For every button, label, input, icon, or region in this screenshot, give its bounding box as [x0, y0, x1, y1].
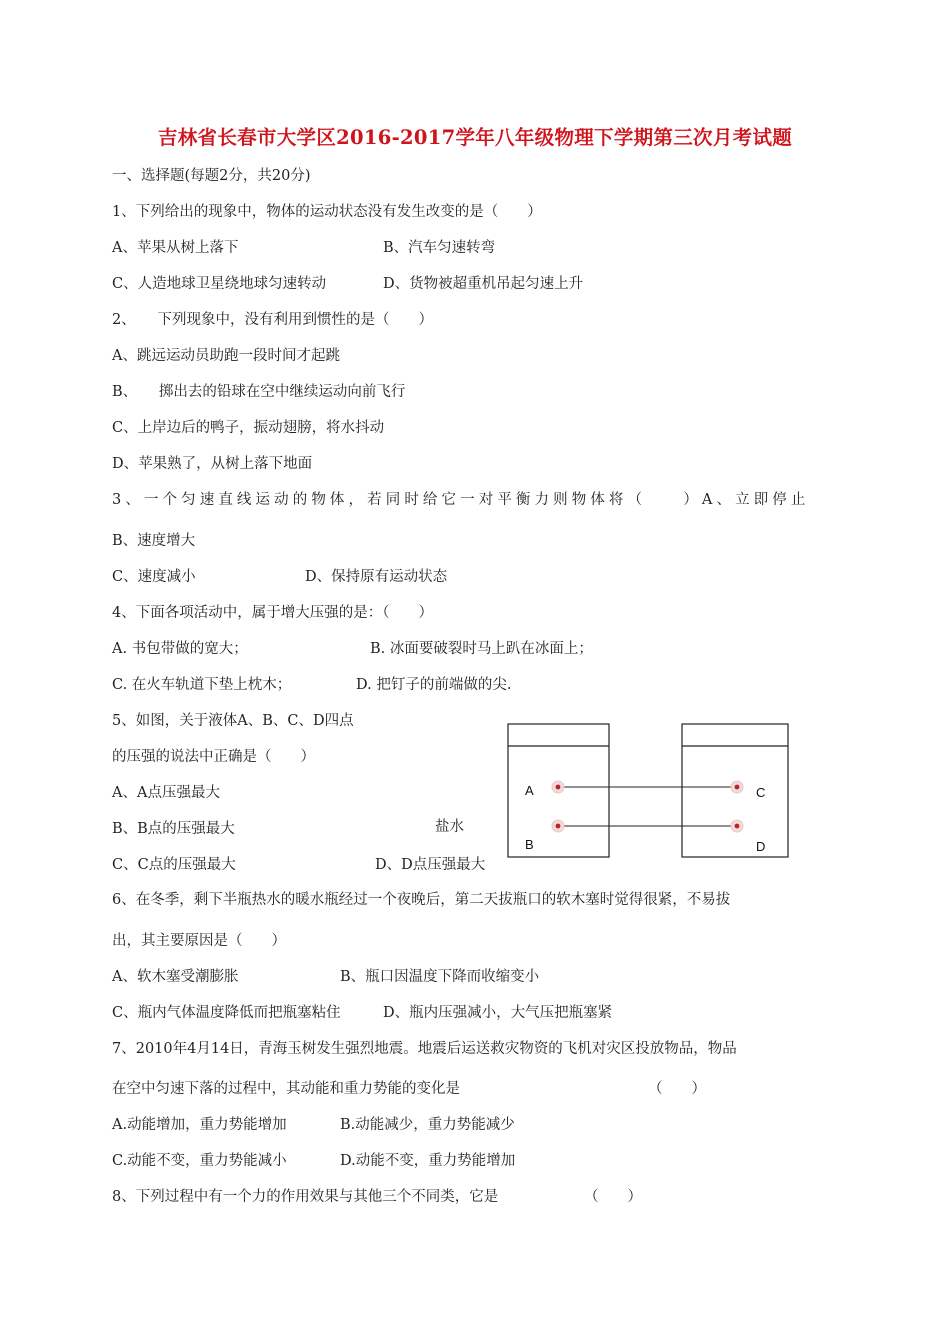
q6-stem-line2: 出，其主要原因是（ ） [112, 933, 286, 949]
q7-option-a: A.动能增加，重力势能增加 [112, 1117, 287, 1133]
q2-option-d: D、苹果熟了，从树上落下地面 [112, 456, 313, 472]
q1-option-a: A、苹果从树上落下 [112, 240, 239, 256]
q4-option-a: A. 书包带做的宽大； [112, 641, 248, 657]
q4-option-d: D. 把钉子的前端做的尖. [356, 677, 512, 693]
q2-stem: 2、 下列现象中，没有利用到惯性的是（ ） [112, 312, 433, 328]
q7-option-b: B.动能减少，重力势能减少 [340, 1117, 515, 1133]
q4-stem: 4、下面各项活动中，属于增大压强的是：（ ） [112, 605, 433, 621]
container-diagram [500, 718, 800, 868]
q1-stem: 1、下列给出的现象中，物体的运动状态没有发生改变的是（ ） [112, 204, 542, 220]
q8-answer-paren: （ ） [584, 1189, 642, 1205]
q6-stem-line1: 6、在冬季，剩下半瓶热水的暖水瓶经过一个夜晚后，第二天拔瓶口的软木塞时觉得很紧，不易拔 [112, 892, 731, 908]
q4-option-c: C. 在火车轨道下垫上枕木； [112, 677, 292, 693]
label-d: D [756, 839, 766, 854]
q6-option-a: A、软木塞受潮膨胀 [112, 969, 239, 985]
point-a-marker [552, 781, 564, 793]
q6-option-c: C、瓶内气体温度降低而把瓶塞粘住 [112, 1005, 341, 1021]
q5-stem-line2: 的压强的说法中正确是（ ） [112, 749, 315, 765]
q6-option-d: D、瓶内压强减小，大气压把瓶塞紧 [383, 1005, 613, 1021]
q5-option-c: C、C点的压强最大 [112, 857, 236, 873]
q1-option-b: B、汽车匀速转弯 [383, 240, 496, 256]
q5-option-a: A、A点压强最大 [112, 785, 220, 801]
q7-stem-line2: 在空中匀速下落的过程中，其动能和重力势能的变化是 [112, 1081, 460, 1097]
q7-option-c: C.动能不变，重力势能减小 [112, 1153, 287, 1169]
q3-option-d: D、保持原有运动状态 [305, 569, 448, 585]
label-a: A [525, 783, 534, 798]
q8-stem: 8、下列过程中有一个力的作用效果与其他三个不同类，它是 [112, 1189, 499, 1205]
q2-option-a: A、跳远运动员助跑一段时间才起跳 [112, 348, 340, 364]
salt-water-label: 盐水 [435, 819, 464, 835]
q2-option-c: C、上岸边后的鸭子，振动翅膀，将水抖动 [112, 420, 385, 436]
q3-option-c: C、速度减小 [112, 569, 196, 585]
q6-option-b: B、瓶口因温度下降而收缩变小 [340, 969, 540, 985]
q7-answer-paren: （ ） [648, 1081, 706, 1097]
q3-stem: 3、一个匀速直线运动的物体，若同时给它一对平衡力则物体将（ ）A、立即停止 [112, 492, 810, 508]
q7-stem-line1: 7、2010年4月14日，青海玉树发生强烈地震。地震后运送救灾物资的飞机对灾区投放物品，物品 [112, 1041, 737, 1057]
q5-stem-line1: 5、如图，关于液体A、B、C、D四点 [112, 713, 354, 729]
point-d-marker [731, 820, 743, 832]
q3-option-b: B、速度增大 [112, 533, 196, 549]
point-c-marker [731, 781, 743, 793]
q2-option-b: B、 掷出去的铅球在空中继续运动向前飞行 [112, 384, 406, 400]
section-heading: 一、选择题(每题2分，共20分) [112, 168, 311, 184]
q4-option-b: B. 冰面要破裂时马上趴在冰面上； [370, 641, 593, 657]
label-b: B [525, 837, 534, 852]
page-title: 吉林省长春市大学区2016-2017学年八年级物理下学期第三次月考试题 [157, 126, 793, 149]
q1-option-c: C、人造地球卫星绕地球匀速转动 [112, 276, 327, 292]
q5-option-b: B、B点的压强最大 [112, 821, 235, 837]
point-b-marker [552, 820, 564, 832]
label-c: C [756, 785, 766, 800]
q1-option-d: D、货物被超重机吊起匀速上升 [383, 276, 584, 292]
q5-option-d: D、D点压强最大 [375, 857, 486, 873]
q7-option-d: D.动能不变，重力势能增加 [340, 1153, 516, 1169]
